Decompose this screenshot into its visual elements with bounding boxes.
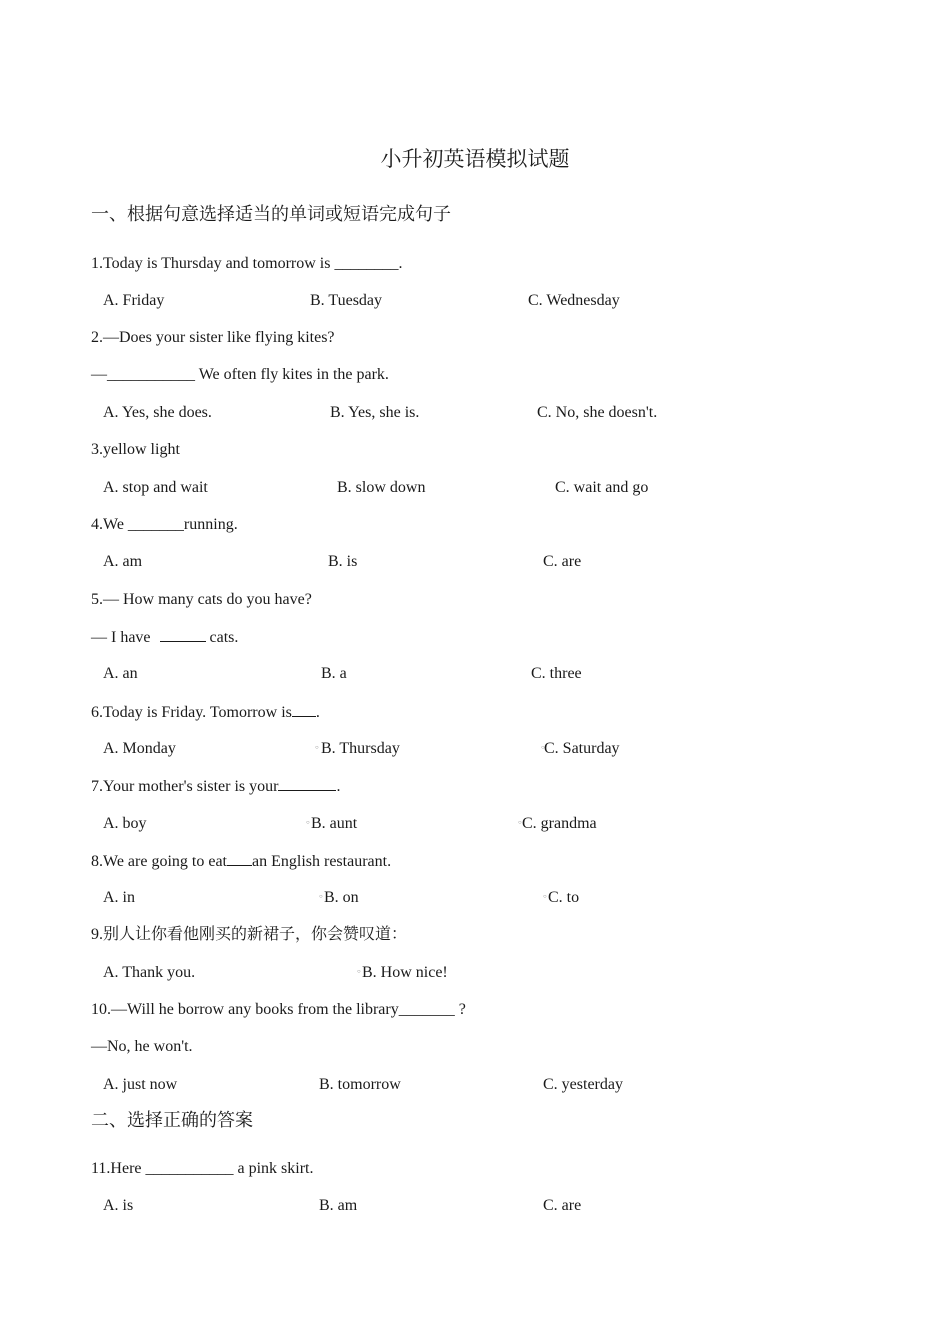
radio-mark-icon: ○	[315, 745, 319, 751]
question-5-option-b[interactable]: B. a	[321, 665, 347, 682]
question-11-option-a[interactable]: A. is	[103, 1197, 134, 1214]
question-3-stem: 3.yellow light	[91, 441, 180, 458]
question-5-stem: 5.— How many cats do you have?	[91, 591, 312, 608]
question-11-option-b[interactable]: B. am	[319, 1197, 358, 1214]
question-9-stem: 9.别人让你看他刚买的新裙子，你会赞叹道：	[91, 926, 408, 943]
question-5-answer-suffix: cats.	[205, 629, 239, 646]
question-5-answer-line	[91, 627, 238, 648]
question-4-option-b[interactable]: B. is	[328, 553, 358, 570]
question-8-stem-text: 8.We are going to eat	[91, 853, 227, 870]
question-1-option-c[interactable]: C. Wednesday	[528, 292, 620, 309]
question-2-answer-line: —___________ We often fly kites in the park.	[91, 366, 389, 383]
question-10-stem: 10.—Will he borrow any books from the library_______ ?	[91, 1001, 466, 1018]
question-9-option-b[interactable]: B. How nice!	[362, 964, 448, 981]
question-2-option-b[interactable]: B. Yes, she is.	[330, 404, 420, 421]
question-7-blank	[278, 776, 336, 791]
section-heading-1: 一、根据句意选择适当的单词或短语完成句子	[91, 204, 451, 224]
radio-mark-icon: ○	[518, 820, 522, 826]
question-7-option-a[interactable]: A. boy	[103, 815, 147, 832]
question-8-option-b[interactable]: B. on	[324, 889, 359, 906]
page-title: 小升初英语模拟试题	[380, 147, 570, 171]
question-6-stem-end: .	[315, 704, 320, 721]
question-3-option-c[interactable]: C. wait and go	[555, 479, 649, 496]
question-6-option-a[interactable]: A. Monday	[103, 740, 176, 757]
question-5-option-c[interactable]: C. three	[531, 665, 582, 682]
question-4-option-c[interactable]: C. are	[543, 553, 582, 570]
question-5-answer-prefix: — I have	[91, 629, 155, 646]
question-6-stem-text: 6.Today is Friday. Tomorrow is	[91, 704, 292, 721]
question-10-option-c[interactable]: C. yesterday	[543, 1076, 623, 1093]
question-4-stem: 4.We _______running.	[91, 516, 238, 533]
question-4-option-a[interactable]: A. am	[103, 553, 143, 570]
question-10-option-a[interactable]: A. just now	[103, 1076, 178, 1093]
question-9-option-a[interactable]: A. Thank you.	[103, 964, 196, 981]
question-7-stem-end: .	[336, 778, 341, 795]
question-2-option-c[interactable]: C. No, she doesn't.	[537, 404, 658, 421]
question-11-stem: 11.Here ___________ a pink skirt.	[91, 1160, 314, 1177]
radio-mark-icon: ○	[543, 894, 547, 900]
question-5-option-a[interactable]: A. an	[103, 665, 138, 682]
radio-mark-icon: ○	[541, 745, 545, 751]
question-11-option-c[interactable]: C. are	[543, 1197, 582, 1214]
question-1-option-b[interactable]: B. Tuesday	[310, 292, 383, 309]
section-heading-2: 二、选择正确的答案	[91, 1110, 253, 1130]
radio-mark-icon: ○	[306, 820, 310, 826]
radio-mark-icon: ○	[319, 894, 323, 900]
question-8-option-a[interactable]: A. in	[103, 889, 135, 906]
question-8-blank	[227, 851, 252, 866]
question-3-option-a[interactable]: A. stop and wait	[103, 479, 208, 496]
question-1-option-a[interactable]: A. Friday	[103, 292, 165, 309]
question-6-option-c[interactable]: C. Saturday	[544, 740, 620, 757]
question-6-option-b[interactable]: B. Thursday	[321, 740, 400, 757]
question-3-option-b[interactable]: B. slow down	[337, 479, 426, 496]
question-6-stem	[91, 702, 320, 723]
question-5-blank	[160, 627, 206, 642]
question-2-stem: 2.—Does your sister like flying kites?	[91, 329, 335, 346]
question-8-option-c[interactable]: C. to	[548, 889, 580, 906]
question-1-stem: 1.Today is Thursday and tomorrow is ________.	[91, 255, 403, 272]
question-6-blank	[292, 702, 316, 717]
question-8-stem-end: an English restaurant.	[252, 853, 392, 870]
question-10-answer-line: —No, he won't.	[91, 1038, 193, 1055]
question-7-stem-text: 7.Your mother's sister is your	[91, 778, 279, 795]
question-8-stem	[91, 851, 391, 872]
question-7-option-c[interactable]: C. grandma	[522, 815, 597, 832]
question-10-option-b[interactable]: B. tomorrow	[319, 1076, 401, 1093]
question-2-option-a[interactable]: A. Yes, she does.	[103, 404, 212, 421]
radio-mark-icon: ○	[357, 969, 361, 975]
question-7-stem	[91, 776, 340, 797]
question-7-option-b[interactable]: B. aunt	[311, 815, 358, 832]
